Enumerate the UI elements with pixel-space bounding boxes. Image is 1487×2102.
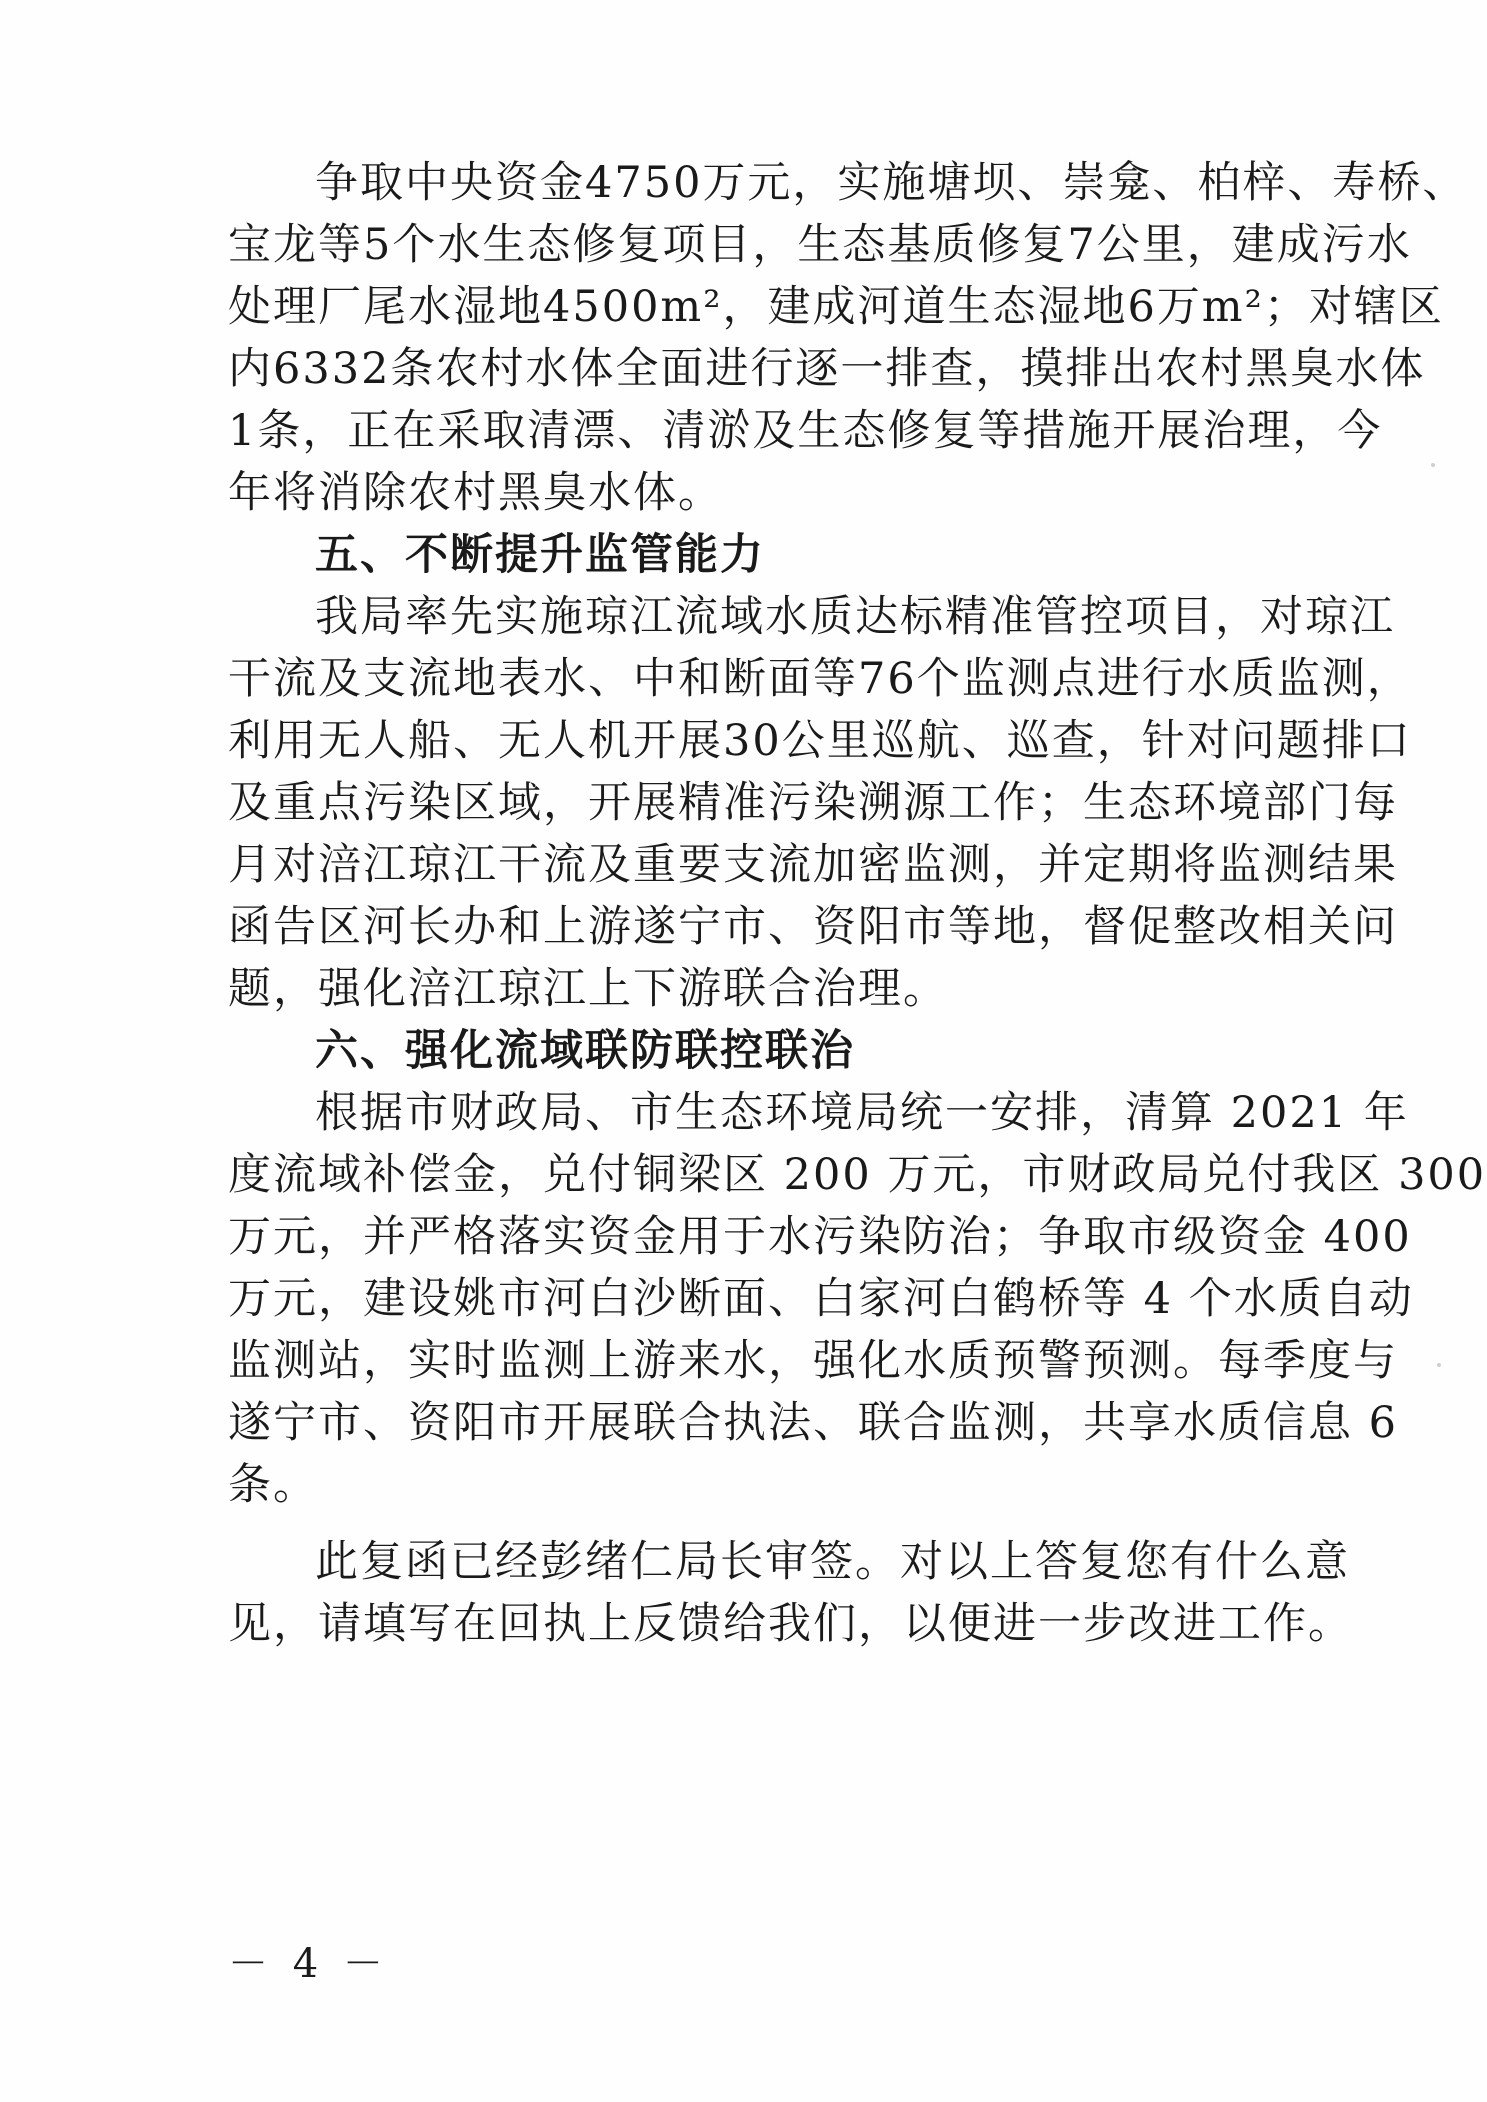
text-line: 争取中央资金4750万元，实施塘坝、崇龛、柏梓、寿桥、 xyxy=(315,158,1468,208)
text-line: 我局率先实施琼江流域水质达标精准管控项目，对琼江 xyxy=(315,592,1395,642)
text-line: 利用无人船、无人机开展30公里巡航、巡查，针对问题排口 xyxy=(228,716,1412,766)
text-line: 条。 xyxy=(228,1460,318,1510)
text-line: 监测站，实时监测上游来水，强化水质预警预测。每季度与 xyxy=(228,1336,1398,1386)
text-line: 万元，并严格落实资金用于水污染防治；争取市级资金 400 xyxy=(228,1212,1412,1262)
text-line: 根据市财政局、市生态环境局统一安排，清算 2021 年 xyxy=(315,1088,1409,1138)
text-line: 度流域补偿金，兑付铜梁区 200 万元，市财政局兑付我区 300 xyxy=(228,1150,1487,1200)
text-line: 万元，建设姚市河白沙断面、白家河白鹤桥等 4 个水质自动 xyxy=(228,1274,1414,1324)
text-line: 干流及支流地表水、中和断面等76个监测点进行水质监测， xyxy=(228,654,1412,704)
text-line: 遂宁市、资阳市开展联合执法、联合监测，共享水质信息 6 xyxy=(228,1398,1399,1448)
text-line: 1条，正在采取清漂、清淤及生态修复等措施开展治理，今 xyxy=(228,406,1383,456)
scan-speck xyxy=(1437,1363,1441,1367)
text-line: 处理厂尾水湿地4500m²，建成河道生态湿地6万m²；对辖区 xyxy=(228,282,1444,332)
text-line: 函告区河长办和上游遂宁市、资阳市等地，督促整改相关问 xyxy=(228,902,1398,952)
section-heading: 六、强化流域联防联控联治 xyxy=(315,1026,855,1076)
section-heading: 五、不断提升监管能力 xyxy=(315,530,765,580)
text-line: 宝龙等5个水生态修复项目，生态基质修复7公里，建成污水 xyxy=(228,220,1412,270)
text-line: 题，强化涪江琼江上下游联合治理。 xyxy=(228,964,948,1014)
scan-speck xyxy=(1431,463,1435,467)
text-line: 年将消除农村黑臭水体。 xyxy=(228,468,723,518)
text-line: 见，请填写在回执上反馈给我们，以便进一步改进工作。 xyxy=(228,1599,1353,1649)
text-line: 及重点污染区域，开展精准污染溯源工作；生态环境部门每 xyxy=(228,778,1398,828)
text-line: 此复函已经彭绪仁局长审签。对以上答复您有什么意 xyxy=(315,1537,1350,1587)
text-line: 内6332条农村水体全面进行逐一排查，摸排出农村黑臭水体 xyxy=(228,344,1426,394)
page-number: － 4 － xyxy=(228,1941,389,1987)
text-line: 月对涪江琼江干流及重要支流加密监测，并定期将监测结果 xyxy=(228,840,1398,890)
